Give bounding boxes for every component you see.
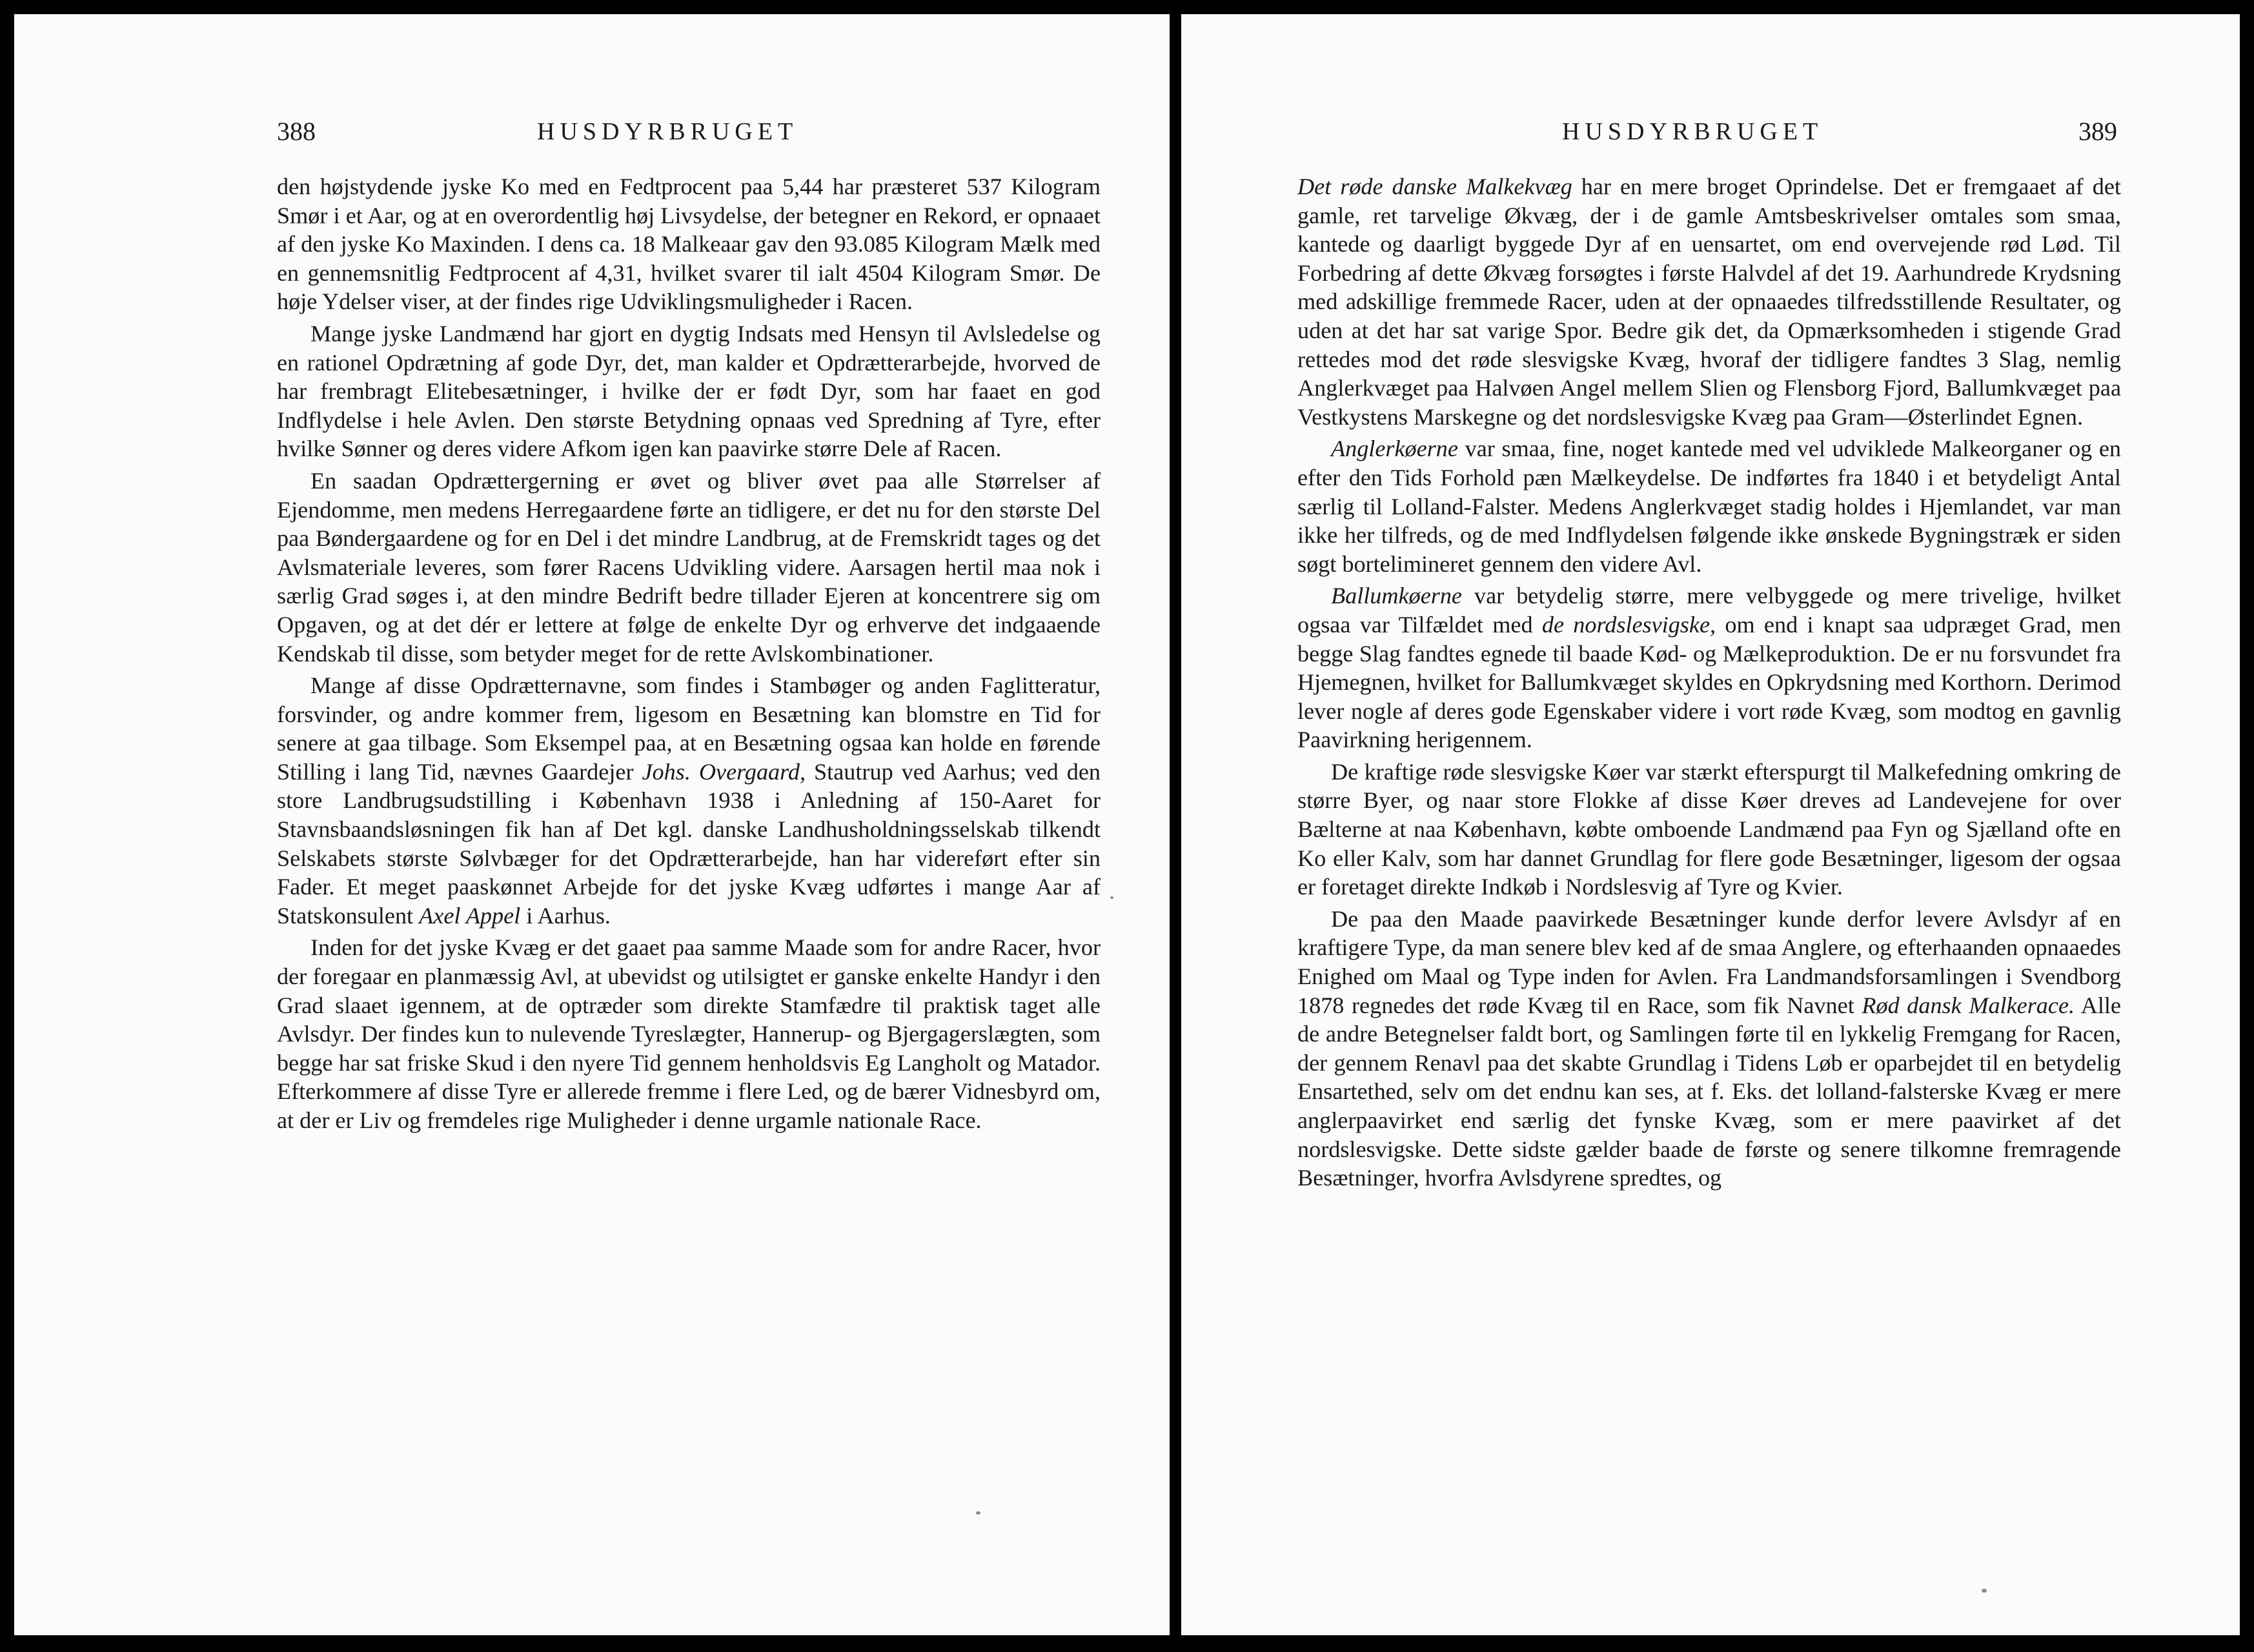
paragraph bbox=[1297, 905, 2121, 1193]
text-run: var smaa, fine, noget kantede med vel udviklede Malkeorganer og en efter den Tids Forhold pæn Mælkeydelse. De indførtes fra 1840 i et betydeligt Antal særlig til Lolland-Falster. Medens Anglerkvæget stadig holdes i Hjemlandet, var man ikke her tilfreds, og de med Indflydelsen følgende ikke ønskede Bygningstræk er siden søgt bortelimineret gennem den videre Avl. bbox=[1297, 436, 2121, 577]
left-page bbox=[14, 14, 1170, 1635]
text-run: Mange af disse Opdrætternavne, som findes i Stambøger og anden Faglitteratur, forsvinder, og andre kommer frem, ligesom en Besætning kan blomstre en Tid for senere at gaa tilbage. Som Eksempel paa, at en Besætning ogsaa kan holde en førende Stilling i lang Tid, nævnes Gaardejer bbox=[277, 672, 1101, 785]
right-page bbox=[1181, 14, 2240, 1635]
paragraph bbox=[277, 467, 1101, 668]
paragraph bbox=[277, 671, 1101, 930]
text-run: Alle de andre Betegnelser faldt bort, og Samlingen førte til en lykkelig Fremgang for Racen, der gennem Renavl paa det skabte Grundlag i Tidens Løb er oparbejdet til en betydelig Ensartethed, selv om det endnu kan ses, at f. Eks. det lolland-falsterske Kvæg er mere anglerpaavirket end særlig det fynske Kvæg, som er mere paavirket af det nordslesvigske. Dette sidste gælder baade de første og senere tilkomne fremragende Besætninger, hvorfra Avlsdyrene spredtes, og bbox=[1297, 992, 2121, 1191]
paragraph bbox=[1297, 581, 2121, 754]
text-run: var betydelig større, mere velbyggede og mere trivelige, hvilket ogsaa var Tilfældet med bbox=[1297, 583, 2121, 638]
page-number: 389 bbox=[2078, 117, 2117, 146]
paragraph bbox=[1297, 758, 2121, 902]
paragraph bbox=[277, 172, 1101, 316]
text-run: Inden for det jyske Kvæg er det gaaet paa samme Maade som for andre Racer, hvor der foregaar en planmæssig Avl, at ubevidst og utilsigtet er ganske enkelte Handyr i den Grad slaaet igennem, at de optræder som direkte Stamfædre til praktisk taget alle Avlsdyr. Der findes kun to nulevende Tyreslægter, Hannerup- og Bjergagerslægten, som begge har sat friske Skud i den nyere Tid gennem henholdsvis Eg Langholt og Matador. Efterkommere af disse Tyre er allerede fremme i flere Led, og de bærer Vidnesbyrd om, at der er Liv og fremdeles rige Muligheder i denne urgamle nationale Race. bbox=[277, 934, 1101, 1133]
italic-text: Rød dansk Malkerace. bbox=[1862, 992, 2075, 1018]
text-run: En saadan Opdrættergerning er øvet og bliver øvet paa alle Størrelser af Ejendomme, men medens Herregaardene førte an tidligere, er det nu for den største Del paa Bøndergaardene og for en Del i det mindre Landbrug, at de Fremskridt tages og det Avlsmateriale leveres, som fører Racens Udvikling videre. Aarsagen hertil maa nok i særlig Grad søges i, at den mindre Bedrift bedre tillader Ejeren at koncentrere sig om Opgaven, og at det dér er lettere at følge de enkelte Dyr og erhverve det indgaaende Kendskab til disse, som betyder meget for de rette Avlskombinationer. bbox=[277, 467, 1101, 667]
paragraph bbox=[277, 319, 1101, 463]
text-run: i Aarhus. bbox=[520, 902, 611, 929]
running-head: HUSDYRBRUGET bbox=[1562, 118, 1823, 145]
paragraph bbox=[1297, 434, 2121, 578]
text-run: Mange jyske Landmænd har gjort en dygtig Indsats med Hensyn til Avlsledelse og en rationel Opdrætning af gode Dyr, det, man kalder et Opdrætterarbejde, hvorved de har frembragt Elitebesætninger, i hvilke der er født Dyr, som har faaet en god Indflydelse i hele Avlen. Den største Betydning opnaas ved Spredning af Tyre, efter hvilke Sønner og deres videre Afkom igen kan paavirke større Dele af Racen. bbox=[277, 320, 1101, 462]
paragraph bbox=[277, 933, 1101, 1134]
text-run: den højstydende jyske Ko med en Fedtprocent paa 5,44 har præsteret 537 Kilogram Smør i et Aar, og at en overordentlig høj Livsydelse, der betegner en Rekord, er opnaaet af den jyske Ko Maxinden. I dens ca. 18 Malkeaar gav den 93.085 Kilogram Mælk med en gennemsnitlig Fedtprocent af 4,31, hvilket svarer til ialt 4504 Kilogram Smør. De høje Ydelser viser, at der findes rige Udviklingsmuligheder i Racen. bbox=[277, 174, 1101, 315]
italic-text: Ballumkøerne bbox=[1331, 583, 1462, 609]
italic-text: Anglerkøerne bbox=[1331, 436, 1458, 462]
text-run: har en mere broget Oprindelse. Det er fremgaaet af det gamle, ret tarvelige Økvæg, der i de gamle Amtsbeskrivelser omtales som smaa, kantede og daarligt byggede Dyr af en uensartet, om end overvejende rød Lød. Til Forbedring af dette Økvæg forsøgtes i første Halvdel af det 19. Aarhundrede Krydsning med adskillige fremmede Racer, uden at der opnaaedes tilfredsstillende Resultater, og uden at det har sat varige Spor. Bedre gik det, da Opmærksomheden i stigende Grad rettedes mod det røde slesvigske Kvæg, hvoraf der tidligere fandtes 3 Slag, nemlig Anglerkvæget paa Halvøen Angel mellem Slien og Flensborg Fjord, Ballumkvæget paa Vestkystens Marskegne og det nordslesvigske Kvæg paa Gram—Østerlindet Egnen. bbox=[1297, 174, 2121, 430]
speck-mark bbox=[976, 1511, 980, 1515]
running-head: HUSDYRBRUGET bbox=[537, 118, 798, 145]
paragraph bbox=[1297, 172, 2121, 431]
italic-text: de nordslesvigske, bbox=[1541, 611, 1716, 638]
right-page-body bbox=[1297, 172, 2121, 1196]
italic-text: Det røde danske Malkekvæg bbox=[1297, 174, 1572, 199]
italic-text: Johs. Overgaard, bbox=[642, 758, 806, 785]
text-run: De kraftige røde slesvigske Køer var stærkt efterspurgt til Malkefedning omkring de større Byer, og naar store Flokke af disse Køer dreves ad Landevejene for over Bælterne at naa København, købte omboende Landmænd paa Fyn og Sjælland ofte en Ko eller Kalv, som har dannet Grundlag for flere gode Besætninger, ligesom der ogsaa er foretaget direkte Indkøb i Nordslesvig af Tyre og Kvier. bbox=[1297, 758, 2121, 900]
left-page-body bbox=[277, 172, 1101, 1138]
speck-mark bbox=[1110, 896, 1113, 899]
italic-text: Axel Appel bbox=[419, 902, 521, 929]
page-number: 388 bbox=[277, 117, 316, 146]
speck-mark bbox=[1982, 1589, 1987, 1593]
text-run: om end i knapt saa udpræget Grad, men begge Slag fandtes egnede til baade Kød- og Mælkeproduktion. De er nu forsvundet fra Hjemegnen, hvilket for Ballumkvæget skyldes en Opkrydsning med Korthorn. Derimod lever nogle af deres gode Egenskaber videre i vort røde Kvæg, som modtog en gavnlig Paavirkning herigennem. bbox=[1297, 611, 2121, 753]
text-run: Stautrup ved Aarhus; ved den store Landbrugsudstilling i København 1938 i Anledning af 150-Aaret for Stavnsbaandsløsningen fik han af Det kgl. danske Landhusholdningsselskab tilkendt Selskabets største Sølvbæger for det Opdrætterarbejde, han har videreført efter sin Fader. Et meget paaskønnet Arbejde for det jyske Kvæg udførtes i mange Aar af Statskonsulent bbox=[277, 758, 1101, 929]
text-run: De paa den Maade paavirkede Besætninger kunde derfor levere Avlsdyr af en kraftigere Type, da man senere blev ked af de smaa Anglere, og efterhaanden opnaaedes Enighed om Maal og Type inden for Avlen. Fra Landmandsforsamlingen i Svendborg 1878 regnedes det røde Kvæg til en Race, som fik Navnet bbox=[1297, 905, 2121, 1018]
